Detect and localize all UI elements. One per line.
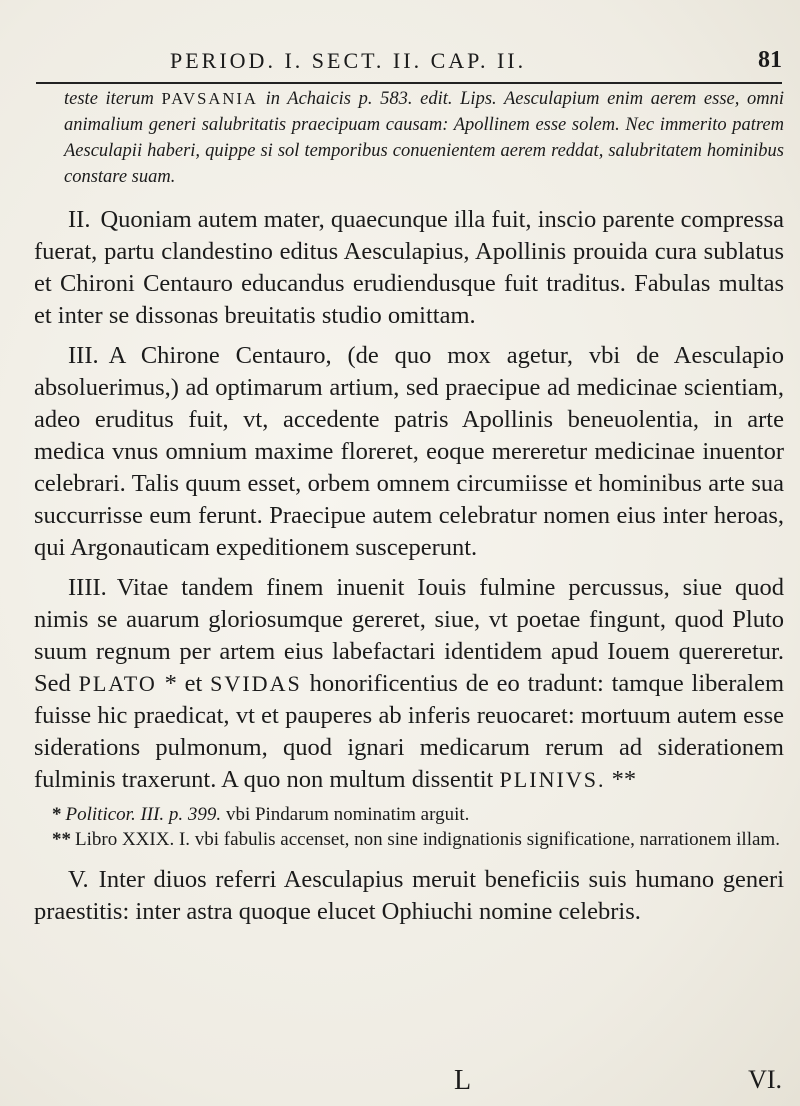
- footnote-ref-1: *: [164, 670, 177, 697]
- footnote-reference: Libro XXIX. I.: [75, 829, 191, 850]
- header-rule: [36, 82, 782, 84]
- author-plinius: PLINIVS.: [499, 767, 606, 792]
- paragraph-text: Inter diuos referri Aesculapius meruit beneficiis suis humano generi praestitis: inter astra quoque elucet Ophiuchi nomine celebris.: [34, 866, 784, 925]
- page-header: [60, 38, 782, 74]
- footnote-mark: *: [52, 804, 62, 825]
- signature-mark: L: [454, 1065, 472, 1096]
- catchword: VI.: [748, 1065, 782, 1094]
- note-pre: teste iterum: [64, 89, 154, 109]
- footnote-1: [52, 802, 784, 827]
- paragraph-3: [34, 340, 784, 564]
- note-text: in Achaicis p. 583. edit. Lips. Aesculapium enim aerem esse, omni animalium generi salubritatis praecipuam causam: Apollinem esse solem. Nec immerito patrem Aesculapii haberi, quippe si sol temporibus conuenientem aerem reddat, salubritatem hominibus constare suam.: [64, 89, 785, 187]
- paragraph-text: Vitae tandem finem inuenit Iouis fulmine percussus, siue quod nimis se auarum gloriosumque gereret, siue, vt poetae fingunt, quod Pluto suum regnum per artem eius labefactari identidem apud Iouem quereretur. Sed: [34, 574, 784, 697]
- footnotes: [52, 802, 784, 852]
- paragraph-text-continued: honorificentius de eo tradunt: tamque liberalem fuisse hic praedicat, vt et pauperes ab inferis reuocaret: mortuum autem esse siderations pulmonum, quod ignari medicarum rerum ad siderationem fulminis traxerunt. A quo non multum dissentit: [34, 670, 785, 793]
- note-author: PAVSANIA: [161, 89, 258, 108]
- footnote-ref-2: **: [611, 766, 637, 793]
- running-head: PERIOD. I. SECT. II. CAP. II.: [170, 48, 527, 73]
- continued-note: [64, 86, 784, 190]
- footnote-text: vbi Pindarum nominatim arguit.: [225, 804, 470, 825]
- author-suidas: SVIDAS: [210, 671, 302, 696]
- paragraph-number: III.: [68, 342, 99, 369]
- conjunction: et: [184, 670, 203, 697]
- paragraph-5: [34, 864, 784, 928]
- footnote-text: vbi fabulis accenset, non sine indignationis significatione, narrationem illam.: [194, 829, 780, 850]
- author-plato: PLATO: [78, 671, 157, 696]
- footnote-mark: **: [52, 829, 71, 850]
- paragraph-2: [34, 204, 784, 332]
- footnote-reference: Politicor. III. p. 399.: [65, 804, 222, 825]
- footnote-2: [52, 827, 784, 852]
- page-number: 81: [758, 47, 782, 73]
- paragraph-number: V.: [68, 866, 89, 893]
- main-text: [34, 86, 784, 936]
- paragraph-text: A Chirone Centauro, (de quo mox agetur, vbi de Aesculapio absoluerimus,) ad optimarum artium, sed praecipue ad medicinae scientiam, adeo eruditus fuit, vt, accedente patris Apollinis beneuolentia, in arte medica vnus omnium maxime floreret, eoque mereretur medicinae inuentor celebrari. Talis quum esset, orbem omnem circumiisse et hominibus arte sua succurrisse eum ferunt. Praecipue autem celebratur nomen eius inter heroas, qui Argonauticam expeditionem susceperunt.: [34, 342, 784, 561]
- catchline: [34, 1065, 782, 1097]
- paragraph-number: II.: [68, 206, 91, 233]
- paragraph-number: IIII.: [68, 574, 107, 601]
- paragraph-text: Quoniam autem mater, quaecunque illa fuit, inscio parente compressa fuerat, partu clandestino editus Aesculapius, Apollinis prouida cura sublatus et Chironi Centauro educandus erudiendusque fuit traditus. Fabulas multas et inter se dissonas breuitatis studio omittam.: [34, 206, 784, 329]
- paragraph-4: [34, 572, 784, 796]
